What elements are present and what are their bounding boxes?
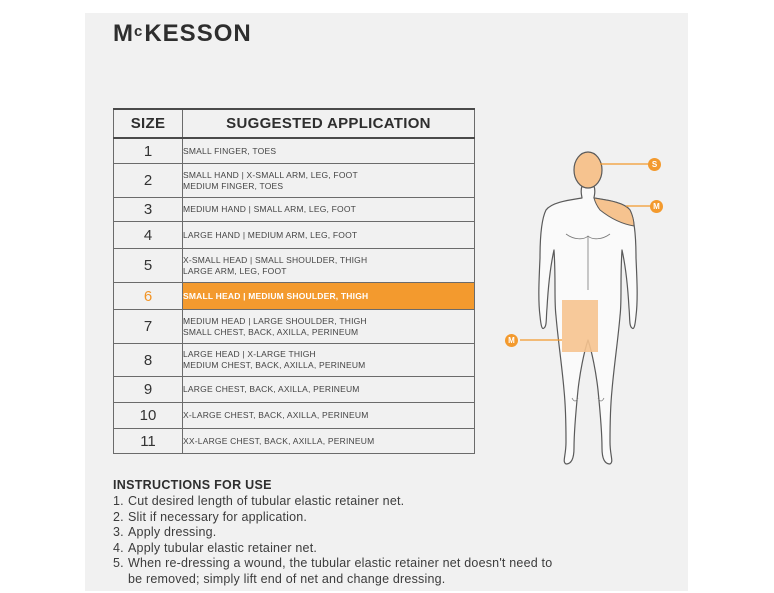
instruction-step — [113, 510, 553, 526]
logo-letter-m: M — [113, 20, 134, 47]
step-text: When re-dressing a wound, the tubular elastic retainer net doesn't need to be removed; simply lift end of net and change dressing. — [128, 556, 553, 586]
application-line: MEDIUM HAND | SMALL ARM, LEG, FOOT — [183, 204, 357, 214]
table-row — [114, 138, 475, 164]
mckesson-logo — [113, 20, 252, 48]
application-line: X-LARGE CHEST, BACK, AXILLA, PERINEUM — [183, 410, 369, 420]
table-row — [114, 429, 475, 454]
application-line: X-SMALL HEAD | SMALL SHOULDER, THIGH — [183, 254, 368, 265]
table-row — [114, 222, 475, 249]
step-text: Slit if necessary for application. — [128, 509, 308, 524]
size-cell: 10 — [114, 403, 183, 429]
table-row — [114, 403, 475, 429]
application-line: LARGE ARM, LEG, FOOT — [183, 265, 287, 276]
application-column-header: SUGGESTED APPLICATION — [183, 109, 475, 138]
application-line: XX-LARGE CHEST, BACK, AXILLA, PERINEUM — [183, 435, 375, 446]
step-number: 1. — [113, 494, 124, 508]
instructions-title: INSTRUCTIONS FOR USE — [113, 478, 272, 492]
body-diagram — [500, 140, 680, 490]
table-row — [114, 249, 475, 283]
application-line: MEDIUM CHEST, BACK, AXILLA, PERINEUM — [183, 360, 366, 370]
instructions-section — [113, 478, 553, 588]
size-cell: 11 — [114, 429, 183, 454]
table-row — [114, 164, 475, 198]
logo-rest: KESSON — [144, 20, 252, 47]
human-figure-icon — [500, 140, 680, 490]
shoulder-size-badge: M — [650, 200, 663, 213]
application-line: SMALL HEAD | MEDIUM SHOULDER, THIGH — [183, 290, 369, 301]
size-cell: 6 — [114, 283, 183, 310]
application-line: LARGE HEAD | X-LARGE THIGH — [183, 349, 316, 359]
instruction-step — [113, 541, 553, 557]
size-column-header: SIZE — [114, 109, 183, 138]
application-line: LARGE CHEST, BACK, AXILLA, PERINEUM — [183, 384, 360, 394]
instruction-step — [113, 525, 553, 541]
step-number: 4. — [113, 540, 124, 555]
application-cell — [183, 403, 475, 429]
table-row — [114, 310, 475, 344]
table-header-row — [114, 109, 475, 138]
instruction-step — [113, 556, 553, 587]
size-cell: 8 — [114, 344, 183, 377]
size-application-table — [113, 108, 475, 454]
application-cell — [183, 344, 475, 377]
head-highlight — [574, 152, 602, 188]
instruction-step — [113, 494, 553, 510]
head-size-badge: S — [648, 158, 661, 171]
application-cell — [183, 377, 475, 403]
size-cell: 5 — [114, 249, 183, 283]
application-cell — [183, 310, 475, 344]
table-row — [114, 344, 475, 377]
step-number: 3. — [113, 525, 124, 540]
application-line: SMALL HAND | X-SMALL ARM, LEG, FOOT — [183, 169, 358, 180]
thigh-size-badge: M — [505, 334, 518, 347]
step-number: 2. — [113, 509, 124, 524]
thigh-highlight — [562, 300, 598, 352]
logo-letter-c: c — [134, 23, 144, 40]
application-cell — [183, 138, 475, 164]
table-row — [114, 377, 475, 403]
size-cell: 3 — [114, 198, 183, 222]
application-cell — [183, 164, 475, 198]
size-cell: 4 — [114, 222, 183, 249]
application-line: LARGE HAND | MEDIUM ARM, LEG, FOOT — [183, 229, 358, 240]
size-cell: 1 — [114, 138, 183, 164]
size-cell: 9 — [114, 377, 183, 403]
step-number: 5. — [113, 556, 124, 571]
application-cell — [183, 222, 475, 249]
application-line: SMALL CHEST, BACK, AXILLA, PERINEUM — [183, 326, 359, 337]
size-cell: 7 — [114, 310, 183, 344]
application-cell — [183, 249, 475, 283]
application-line: SMALL FINGER, TOES — [183, 145, 277, 156]
application-line: MEDIUM HEAD | LARGE SHOULDER, THIGH — [183, 315, 367, 326]
application-cell — [183, 429, 475, 454]
table-row — [114, 283, 475, 310]
step-text: Apply dressing. — [128, 525, 217, 540]
application-cell — [183, 198, 475, 222]
size-cell: 2 — [114, 164, 183, 198]
step-text: Cut desired length of tubular elastic retainer net. — [128, 494, 405, 508]
table-row — [114, 198, 475, 222]
application-cell — [183, 283, 475, 310]
step-text: Apply tubular elastic retainer net. — [128, 540, 318, 555]
application-line: MEDIUM FINGER, TOES — [183, 180, 284, 191]
instructions-list — [113, 494, 553, 588]
